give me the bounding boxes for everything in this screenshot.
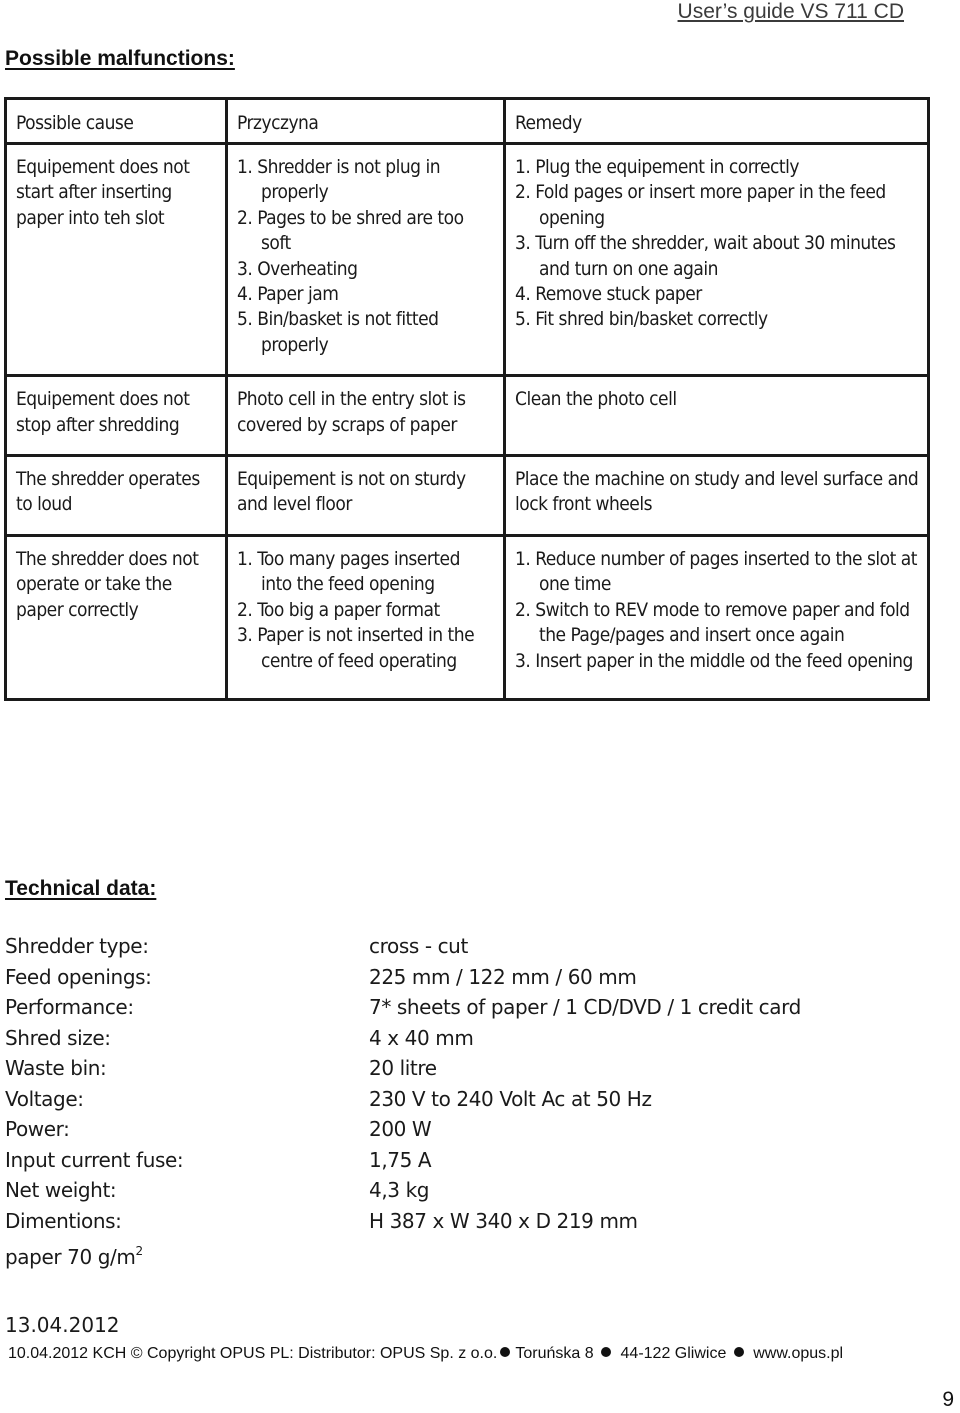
spec-label: Shredder type:	[5, 934, 149, 958]
document-date: 13.04.2012	[5, 1313, 120, 1337]
list-item: 1. Too many pages inserted into the feed opening	[237, 547, 460, 596]
bullet-dot-icon	[601, 1347, 611, 1357]
spec-label: Voltage:	[5, 1086, 84, 1111]
row-remedy	[505, 144, 929, 376]
malfunctions-table	[4, 97, 930, 701]
list-item: 5. Bin/basket is not fitted properly	[237, 308, 439, 356]
table-row	[6, 456, 929, 536]
spec-value: 225 mm / 122 mm / 60 mm	[369, 964, 637, 989]
row-reason: Equipement is not on sturdy and level floor	[227, 456, 505, 536]
spec-value: 4,3 kg	[369, 1178, 430, 1202]
list-item: 3. Insert paper in the middle od the feed opening	[515, 649, 913, 672]
row-reason	[227, 144, 505, 376]
row-remedy: Place the machine on study and level surface and lock front wheels	[505, 456, 929, 536]
spec-label: Performance:	[5, 995, 134, 1019]
spec-label: Net weight:	[5, 1178, 117, 1202]
paper-weight-superscript: 2	[135, 1244, 143, 1258]
page-footer	[8, 1345, 843, 1363]
column-header-przyczyna: Przyczyna	[227, 99, 505, 144]
spec-label: Shred size:	[5, 1025, 111, 1050]
list-item: 4. Paper jam	[237, 283, 339, 306]
spec-label: Waste bin:	[5, 1056, 107, 1080]
list-item: 3. Paper is not inserted in the centre of feed operating	[237, 624, 475, 672]
guide-title: User’s guide VS 711 CD	[677, 0, 904, 23]
table-row	[6, 376, 929, 456]
spec-label: Power:	[5, 1117, 70, 1141]
bullet-dot-icon	[734, 1347, 744, 1357]
spec-value: 20 litre	[369, 1056, 437, 1080]
page-number: 9	[942, 1388, 954, 1411]
list-item: 1. Plug the equipement in correctly	[515, 156, 799, 178]
spec-value: cross - cut	[369, 934, 468, 958]
spec-value: 200 W	[369, 1117, 432, 1141]
list-item: 3. Turn off the shredder, wait about 30 minutes and turn on one again	[515, 232, 896, 280]
spec-value: 1,75 A	[369, 1147, 432, 1172]
footer-address: Toruńska 8	[515, 1345, 594, 1362]
paper-weight-label: paper 70 g/m	[5, 1245, 136, 1269]
malfunctions-heading: Possible malfunctions:	[5, 47, 235, 70]
spec-label: Feed openings:	[5, 964, 152, 989]
spec-label: Input current fuse:	[5, 1147, 184, 1172]
row-cause: Equipement does not stop after shredding	[6, 376, 227, 456]
list-item: 2. Pages to be shred are too soft	[237, 206, 464, 255]
column-header-remedy: Remedy	[505, 99, 929, 144]
spec-label: Dimentions:	[5, 1208, 122, 1233]
row-reason	[227, 535, 505, 699]
row-cause: The shredder does not operate or take the paper correctly	[6, 535, 227, 699]
row-remedy	[505, 535, 929, 699]
row-remedy: Clean the photo cell	[505, 376, 929, 456]
list-item: 2. Too big a paper format	[237, 598, 440, 621]
footer-website: www.opus.pl	[753, 1345, 844, 1362]
list-item: 2. Fold pages or insert more paper in the feed opening	[515, 181, 886, 229]
row-reason: Photo cell in the entry slot is covered by scraps of paper	[227, 376, 505, 456]
list-item: 4. Remove stuck paper	[515, 283, 702, 306]
list-item: 5. Fit shred bin/basket correctly	[515, 308, 768, 331]
table-row	[6, 535, 929, 699]
bullet-dot-icon	[500, 1347, 510, 1357]
technical-heading: Technical data:	[5, 877, 157, 900]
table-header-row	[6, 99, 929, 144]
column-header-cause: Possible cause	[6, 99, 227, 144]
list-item: 3. Overheating	[237, 257, 358, 280]
spec-value: 7* sheets of paper / 1 CD/DVD / 1 credit card	[369, 995, 801, 1019]
list-item: 2. Switch to REV mode to remove paper and fold the Page/pages and insert once again	[515, 598, 910, 647]
footer-postal: 44-122 Gliwice	[620, 1345, 727, 1362]
table-row	[6, 144, 929, 376]
row-cause: The shredder operates to loud	[6, 456, 227, 536]
row-cause: Equipement does not start after inserting paper into teh slot	[6, 144, 227, 376]
spec-value: H 387 x W 340 x D 219 mm	[369, 1208, 638, 1233]
list-item: 1. Shredder is not plug in properly	[237, 156, 441, 204]
spec-value: 230 V to 240 Volt Ac at 50 Hz	[369, 1086, 652, 1111]
spec-value: 4 x 40 mm	[369, 1025, 474, 1050]
footer-copyright: 10.04.2012 KCH © Copyright OPUS PL: Distributor: OPUS Sp. z o.o.	[8, 1345, 498, 1362]
list-item: 1. Reduce number of pages inserted to the slot at one time	[515, 547, 917, 596]
